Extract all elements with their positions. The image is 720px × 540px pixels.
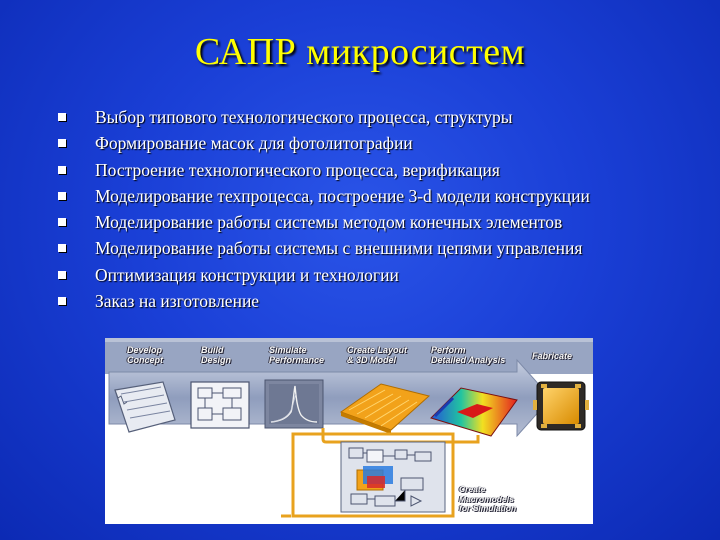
bullet-list: [55, 104, 705, 314]
bullet-square-icon: [58, 244, 66, 252]
flow-graphics: [105, 338, 593, 524]
stage-label-simulate-performance: Simulate Performance: [269, 345, 325, 365]
design-flow-diagram: [105, 338, 593, 524]
bullet-text: Формирование масок для фотолитографии: [95, 133, 413, 154]
macromodel-label: Create Macromodels for Simulation: [459, 484, 517, 513]
bullet-text: Моделирование работы системы методом конечных элементов: [95, 212, 563, 233]
bullet-item: [55, 235, 705, 261]
macromodel-schematic-icon: [341, 442, 445, 512]
stage-label-fabricate: Fabricate: [532, 351, 573, 361]
bullet-item: [55, 104, 705, 130]
stage-label-create-layout: Create Layout & 3D Model: [347, 345, 408, 365]
bullet-square-icon: [58, 297, 66, 305]
bullet-text: Оптимизация конструкции и технологии: [95, 264, 399, 285]
bullet-item: [55, 288, 705, 314]
bullet-item: [55, 209, 705, 235]
bullet-text: Заказ на изготовление: [95, 291, 260, 312]
bullet-square-icon: [58, 166, 66, 174]
stage-label-detailed-analysis: Perform Detailed Analysis: [431, 345, 506, 365]
bullet-item: [55, 157, 705, 183]
stage-label-build-design: Build Design: [201, 345, 232, 365]
bullet-square-icon: [58, 113, 66, 121]
bullet-item: [55, 262, 705, 288]
design-schematic-icon: [191, 382, 249, 428]
bullet-text: Построение технологического процесса, верификация: [95, 159, 500, 180]
bullet-square-icon: [58, 192, 66, 200]
bullet-square-icon: [58, 271, 66, 279]
slide-title: САПР микросистем: [194, 31, 526, 73]
stage-label-develop-concept: Develop Concept: [127, 345, 163, 365]
bullet-text: Моделирование техпроцесса, построение 3-d модели конструкции: [95, 185, 590, 206]
fabricated-chip-icon: [533, 382, 589, 430]
bullet-item: [55, 130, 705, 156]
bullet-text: Выбор типового технологического процесса, структуры: [95, 107, 513, 127]
simulation-plot-icon: [265, 380, 323, 428]
bullet-text: Моделирование работы системы с внешними цепями управления: [95, 238, 583, 259]
bullet-square-icon: [58, 139, 66, 147]
bullet-item: [55, 183, 705, 209]
bullet-square-icon: [58, 218, 66, 226]
